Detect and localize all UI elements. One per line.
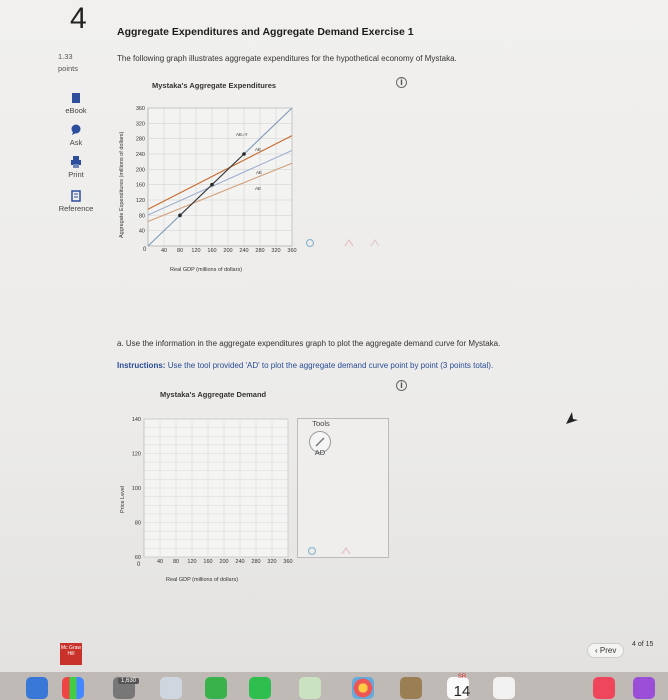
graph2-controls <box>306 545 356 557</box>
y-tick-label: 100 <box>131 486 141 492</box>
sidebar-item-print[interactable] <box>46 156 106 179</box>
y-tick-label: 240 <box>135 152 145 158</box>
sidebar-item-ebook[interactable] <box>46 92 106 115</box>
book-icon <box>70 92 82 104</box>
sidebar-item-label: Ask <box>69 138 83 147</box>
prev-button[interactable]: ‹ Prev <box>587 643 624 658</box>
aggregate-demand-chart[interactable] <box>108 405 308 587</box>
x-tick-label: 200 <box>223 248 233 254</box>
calendar-day: 14 <box>453 683 471 700</box>
y-axis-label: Aggregate Expenditures (millions of dollars) <box>119 131 125 238</box>
grid <box>144 419 288 557</box>
x-tick-label: 280 <box>251 559 261 565</box>
series-label: AE=Y <box>236 132 248 137</box>
points-label: points <box>58 64 79 73</box>
y-tick-label: 80 <box>134 520 141 527</box>
mail-badge: 1,630 <box>118 678 139 684</box>
calendar-month: SR <box>457 674 467 680</box>
x-tick-label: 120 <box>187 559 197 565</box>
tools-label: Tools <box>312 419 330 428</box>
y-tick-label: 80 <box>138 213 145 220</box>
instructions <box>117 361 493 370</box>
sidebar-item-label: Print <box>68 170 84 179</box>
x-tick-label: 160 <box>203 559 213 565</box>
maps-icon[interactable] <box>299 677 321 699</box>
mouse-cursor-icon <box>565 411 579 425</box>
x-axis-label: Real GDP (millions of dollars) <box>170 267 243 273</box>
y-tick-label: 40 <box>138 228 145 235</box>
undo-icon[interactable] <box>345 240 353 246</box>
sidebar-item-label: eBook <box>65 106 87 115</box>
x-tick-label: 120 <box>191 248 201 254</box>
y-tick-label: 140 <box>131 417 141 423</box>
part-a-text: a. Use the information in the aggregate expenditures graph to plot the aggregate demand curve for Mystaka. <box>117 339 501 348</box>
dock <box>0 672 668 700</box>
page-info: 4 of 15 <box>632 641 654 648</box>
origin-label: 0 <box>143 247 147 253</box>
launchpad-icon[interactable] <box>62 677 84 699</box>
y-tick-label: 280 <box>135 136 145 143</box>
safari-icon[interactable] <box>160 677 182 699</box>
reference-icon <box>70 190 82 202</box>
graph1-title: Mystaka's Aggregate Expenditures <box>152 81 277 90</box>
x-tick-label: 280 <box>255 248 265 254</box>
messages-icon[interactable] <box>205 677 227 699</box>
y-tick-label: 360 <box>135 106 145 112</box>
reset-icon[interactable] <box>309 548 316 555</box>
facetime-icon[interactable] <box>249 677 271 699</box>
y-tick-label: 320 <box>135 121 145 128</box>
y-tick-label: 120 <box>131 451 141 458</box>
x-tick-label: 320 <box>271 248 281 254</box>
x-tick-label: 360 <box>283 559 293 565</box>
y-tick-label: 60 <box>134 555 141 561</box>
redo-icon[interactable] <box>371 240 379 246</box>
x-tick-label: 80 <box>172 559 180 565</box>
points-value: 1.33 <box>58 52 73 61</box>
chat-icon <box>70 124 82 136</box>
x-tick-label: 40 <box>156 559 164 565</box>
sidebar-item-ask[interactable] <box>46 124 106 147</box>
y-tick-label: 200 <box>135 167 145 174</box>
publisher-logo: Mc Graw Hill <box>60 643 82 665</box>
info-icon[interactable]: i <box>396 77 407 88</box>
question-intro: The following graph illustrates aggregate expenditures for the hypothetical economy of Mystaka. <box>117 54 457 63</box>
sidebar-item-label: Reference <box>58 204 94 213</box>
x-tick-label: 80 <box>176 248 184 254</box>
graph1-controls <box>305 237 385 249</box>
y-tick-label: 160 <box>135 182 145 189</box>
photos-icon[interactable] <box>352 677 374 699</box>
instructions-text: Use the tool provided 'AD' to plot the aggregate demand curve point by point (3 points total). <box>167 361 494 370</box>
question-title: Aggregate Expenditures and Aggregate Demand Exercise 1 <box>117 26 414 38</box>
sidebar-item-reference[interactable] <box>46 190 106 213</box>
series-label: AE <box>256 170 263 175</box>
info-icon[interactable]: i <box>396 380 407 391</box>
printer-icon <box>70 156 82 168</box>
ad-tool-label: AD <box>314 448 326 457</box>
question-number: 4 <box>70 2 87 35</box>
y-tick-label: 120 <box>135 198 145 204</box>
x-tick-label: 240 <box>239 248 249 254</box>
points-block <box>58 51 78 75</box>
y-axis-label: Price Level <box>120 485 126 513</box>
reset-icon[interactable] <box>307 240 314 247</box>
aggregate-expenditures-chart <box>108 98 348 276</box>
x-tick-label: 160 <box>207 248 217 254</box>
x-tick-label: 40 <box>160 248 168 254</box>
instructions-label: Instructions: <box>117 361 166 370</box>
undo-icon[interactable] <box>342 548 350 554</box>
x-tick-label: 320 <box>267 559 277 565</box>
music-icon[interactable] <box>593 677 615 699</box>
finder-icon[interactable] <box>26 677 48 699</box>
origin-label: 0 <box>137 562 141 568</box>
series-label: AE <box>255 147 262 152</box>
series-label: AE <box>255 186 262 191</box>
x-tick-label: 200 <box>219 559 229 565</box>
podcasts-icon[interactable] <box>633 677 655 699</box>
x-axis-label: Real GDP (millions of dollars) <box>166 577 239 583</box>
x-tick-label: 360 <box>287 248 297 254</box>
x-tick-label: 240 <box>235 559 245 565</box>
reminders-icon[interactable] <box>493 677 515 699</box>
graph2-title: Mystaka's Aggregate Demand <box>160 390 267 399</box>
contacts-icon[interactable] <box>400 677 422 699</box>
